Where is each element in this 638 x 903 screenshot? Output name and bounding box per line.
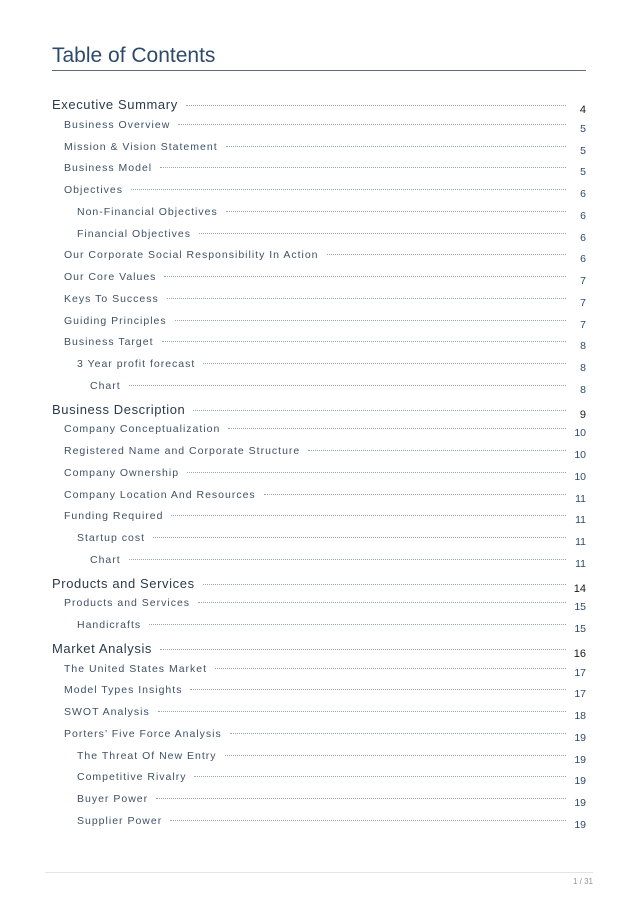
dot-leader	[198, 602, 566, 603]
toc-entry[interactable]	[52, 97, 586, 117]
dot-leader	[194, 776, 566, 777]
toc-entry-label: SWOT Analysis	[64, 706, 150, 718]
toc-entry-label: Objectives	[64, 184, 124, 196]
toc-entry[interactable]	[90, 380, 586, 400]
toc-entry-label: Competitive Rivalry	[77, 771, 187, 784]
toc-entry-label: Business Overview	[64, 118, 171, 131]
toc-entry-label: Mission & Vision Statement	[64, 140, 218, 153]
toc-entry-page-number: 17	[574, 666, 586, 679]
toc-entry[interactable]	[64, 728, 586, 748]
dot-leader	[131, 189, 566, 190]
toc-entry[interactable]	[77, 532, 586, 552]
toc-entry-label: Startup cost	[77, 532, 146, 544]
toc-entry-page-number: 6	[580, 253, 586, 266]
toc-entry-page-number: 19	[574, 775, 586, 788]
toc-entry[interactable]	[77, 358, 586, 378]
toc-entry[interactable]	[77, 793, 586, 813]
toc-entry-label: Company Location And Resources	[64, 488, 256, 501]
toc-entry-label: Products and Services	[52, 575, 195, 591]
dot-leader	[170, 820, 566, 821]
toc-entry[interactable]	[64, 249, 586, 269]
dot-leader	[162, 341, 566, 342]
toc-entry-label: The United States Market	[64, 662, 208, 675]
footer-divider	[45, 872, 593, 873]
toc-entry-label: Handicrafts	[77, 619, 142, 631]
dot-leader	[186, 105, 566, 106]
toc-entry-label: Products and Services	[64, 597, 191, 610]
dot-leader	[308, 450, 566, 451]
toc-entry-page-number: 11	[575, 514, 586, 527]
dot-leader	[158, 711, 566, 712]
dot-leader	[193, 410, 566, 411]
toc-entry-label: Supplier Power	[77, 814, 163, 827]
toc-entry-label: 3 Year profit forecast	[77, 358, 196, 370]
toc-entry-label: Porters’ Five Force Analysis	[64, 727, 222, 740]
toc-entry-page-number: 7	[580, 296, 586, 309]
toc-entry[interactable]	[77, 750, 586, 770]
toc-entry-page-number: 5	[580, 166, 586, 179]
toc-entry-page-number: 7	[580, 318, 586, 331]
toc-entry-label: Non-Financial Objectives	[77, 205, 218, 218]
toc-entry-page-number: 19	[574, 797, 586, 809]
toc-entry-label: Buyer Power	[77, 793, 149, 805]
toc-entry-label: Financial Objectives	[77, 227, 191, 240]
toc-entry-page-number: 10	[574, 470, 586, 483]
toc-entry-page-number: 11	[575, 492, 586, 505]
toc-entry-label: Company Conceptualization	[64, 423, 221, 436]
toc-entry[interactable]	[77, 206, 586, 226]
toc-entry-page-number: 18	[574, 710, 586, 722]
toc-entry[interactable]	[77, 619, 586, 639]
toc-entry[interactable]	[64, 597, 586, 617]
toc-entry-page-number: 4	[579, 104, 586, 116]
toc-entry-label: Business Model	[64, 162, 153, 175]
dot-leader	[327, 254, 566, 255]
dot-leader	[203, 363, 566, 364]
toc-entry[interactable]	[64, 162, 586, 182]
toc-entry-page-number: 14	[573, 582, 586, 595]
dot-leader	[230, 733, 566, 734]
dot-leader	[226, 211, 566, 212]
toc-entry[interactable]	[64, 336, 586, 356]
dot-leader	[225, 755, 566, 756]
dot-leader	[187, 472, 566, 473]
toc-entry[interactable]	[64, 684, 586, 704]
toc-entry[interactable]	[64, 315, 586, 335]
dot-leader	[167, 298, 566, 299]
toc-entry[interactable]	[64, 445, 586, 465]
toc-entry[interactable]	[64, 141, 586, 161]
toc-entry-page-number: 10	[574, 427, 586, 440]
toc-entry[interactable]	[52, 402, 586, 422]
toc-entry-label: Chart	[90, 553, 121, 566]
toc-entry[interactable]	[52, 641, 586, 661]
dot-leader	[199, 233, 566, 234]
toc-entry-page-number: 7	[580, 275, 586, 287]
toc-entry[interactable]	[64, 271, 586, 291]
toc-entry-label: Our Corporate Social Responsibility In Action	[64, 249, 319, 262]
toc-entry-page-number: 17	[574, 688, 586, 701]
toc-entry-page-number: 6	[580, 231, 586, 244]
dot-leader	[178, 124, 566, 125]
dot-leader	[153, 537, 566, 538]
toc-entry-page-number: 8	[580, 383, 586, 396]
toc-entry-label: Registered Name and Corporate Structure	[64, 445, 301, 457]
toc-entry[interactable]	[77, 228, 586, 248]
dot-leader	[228, 428, 566, 429]
toc-entry-page-number: 6	[580, 209, 586, 222]
toc-entry[interactable]	[90, 554, 586, 574]
dot-leader	[190, 689, 566, 690]
toc-entry-page-number: 8	[580, 340, 586, 353]
toc-entry[interactable]	[52, 576, 586, 596]
toc-entry-page-number: 19	[574, 731, 586, 744]
toc-entry-label: Chart	[90, 379, 121, 392]
title-divider	[52, 70, 586, 71]
toc-entry-page-number: 9	[579, 408, 586, 421]
toc-entry-page-number: 19	[574, 818, 586, 831]
toc-entry-page-number: 11	[575, 557, 586, 570]
toc-entry[interactable]	[64, 467, 586, 487]
dot-leader	[160, 649, 566, 650]
toc-entry-page-number: 10	[574, 449, 586, 461]
toc-entry[interactable]	[64, 119, 586, 139]
toc-entry[interactable]	[64, 184, 586, 204]
dot-leader	[164, 276, 566, 277]
toc-entry-label: Business Target	[64, 336, 154, 349]
toc-entry-label: Our Core Values	[64, 271, 157, 283]
dot-leader	[264, 494, 566, 495]
toc-entry-page-number: 11	[575, 536, 586, 548]
toc-entry-label: Company Ownership	[64, 466, 180, 479]
toc-entry-page-number: 8	[580, 362, 586, 374]
toc-entry-page-number: 15	[574, 601, 586, 614]
toc-entry-page-number: 15	[574, 623, 586, 635]
dot-leader	[171, 515, 566, 516]
toc-entry-label: Model Types Insights	[64, 684, 183, 697]
toc-entry[interactable]	[64, 706, 586, 726]
dot-leader	[215, 668, 566, 669]
toc-entry-label: Keys To Success	[64, 292, 159, 305]
toc-entry[interactable]	[64, 663, 586, 683]
toc-entry-page-number: 5	[580, 122, 586, 135]
toc-entry-page-number: 5	[580, 144, 586, 157]
dot-leader	[226, 146, 566, 147]
toc-entry[interactable]	[77, 815, 586, 835]
dot-leader	[129, 559, 566, 560]
page-title: Table of Contents	[52, 44, 216, 67]
toc-entry-label: Funding Required	[64, 510, 164, 523]
toc-entry-label: Business Description	[52, 401, 186, 417]
toc-entry[interactable]	[64, 489, 586, 509]
dot-leader	[129, 385, 566, 386]
dot-leader	[156, 798, 566, 799]
dot-leader	[175, 320, 566, 321]
dot-leader	[160, 167, 566, 168]
dot-leader	[203, 584, 566, 585]
toc-entry-page-number: 19	[574, 753, 586, 766]
dot-leader	[149, 624, 566, 625]
toc-entry-page-number: 6	[580, 188, 586, 200]
toc-entry-label: Guiding Principles	[64, 314, 167, 327]
toc-entry-label: The Threat Of New Entry	[77, 749, 217, 762]
page-number: 1 / 31	[572, 877, 593, 886]
toc-entry-label: Executive Summary	[52, 97, 178, 112]
toc-entry-label: Market Analysis	[52, 640, 153, 656]
toc-entry[interactable]	[64, 293, 586, 313]
toc-entry[interactable]	[64, 423, 586, 443]
toc-entry[interactable]	[77, 771, 586, 791]
toc-entry-page-number: 16	[573, 647, 586, 660]
toc-entry[interactable]	[64, 510, 586, 530]
